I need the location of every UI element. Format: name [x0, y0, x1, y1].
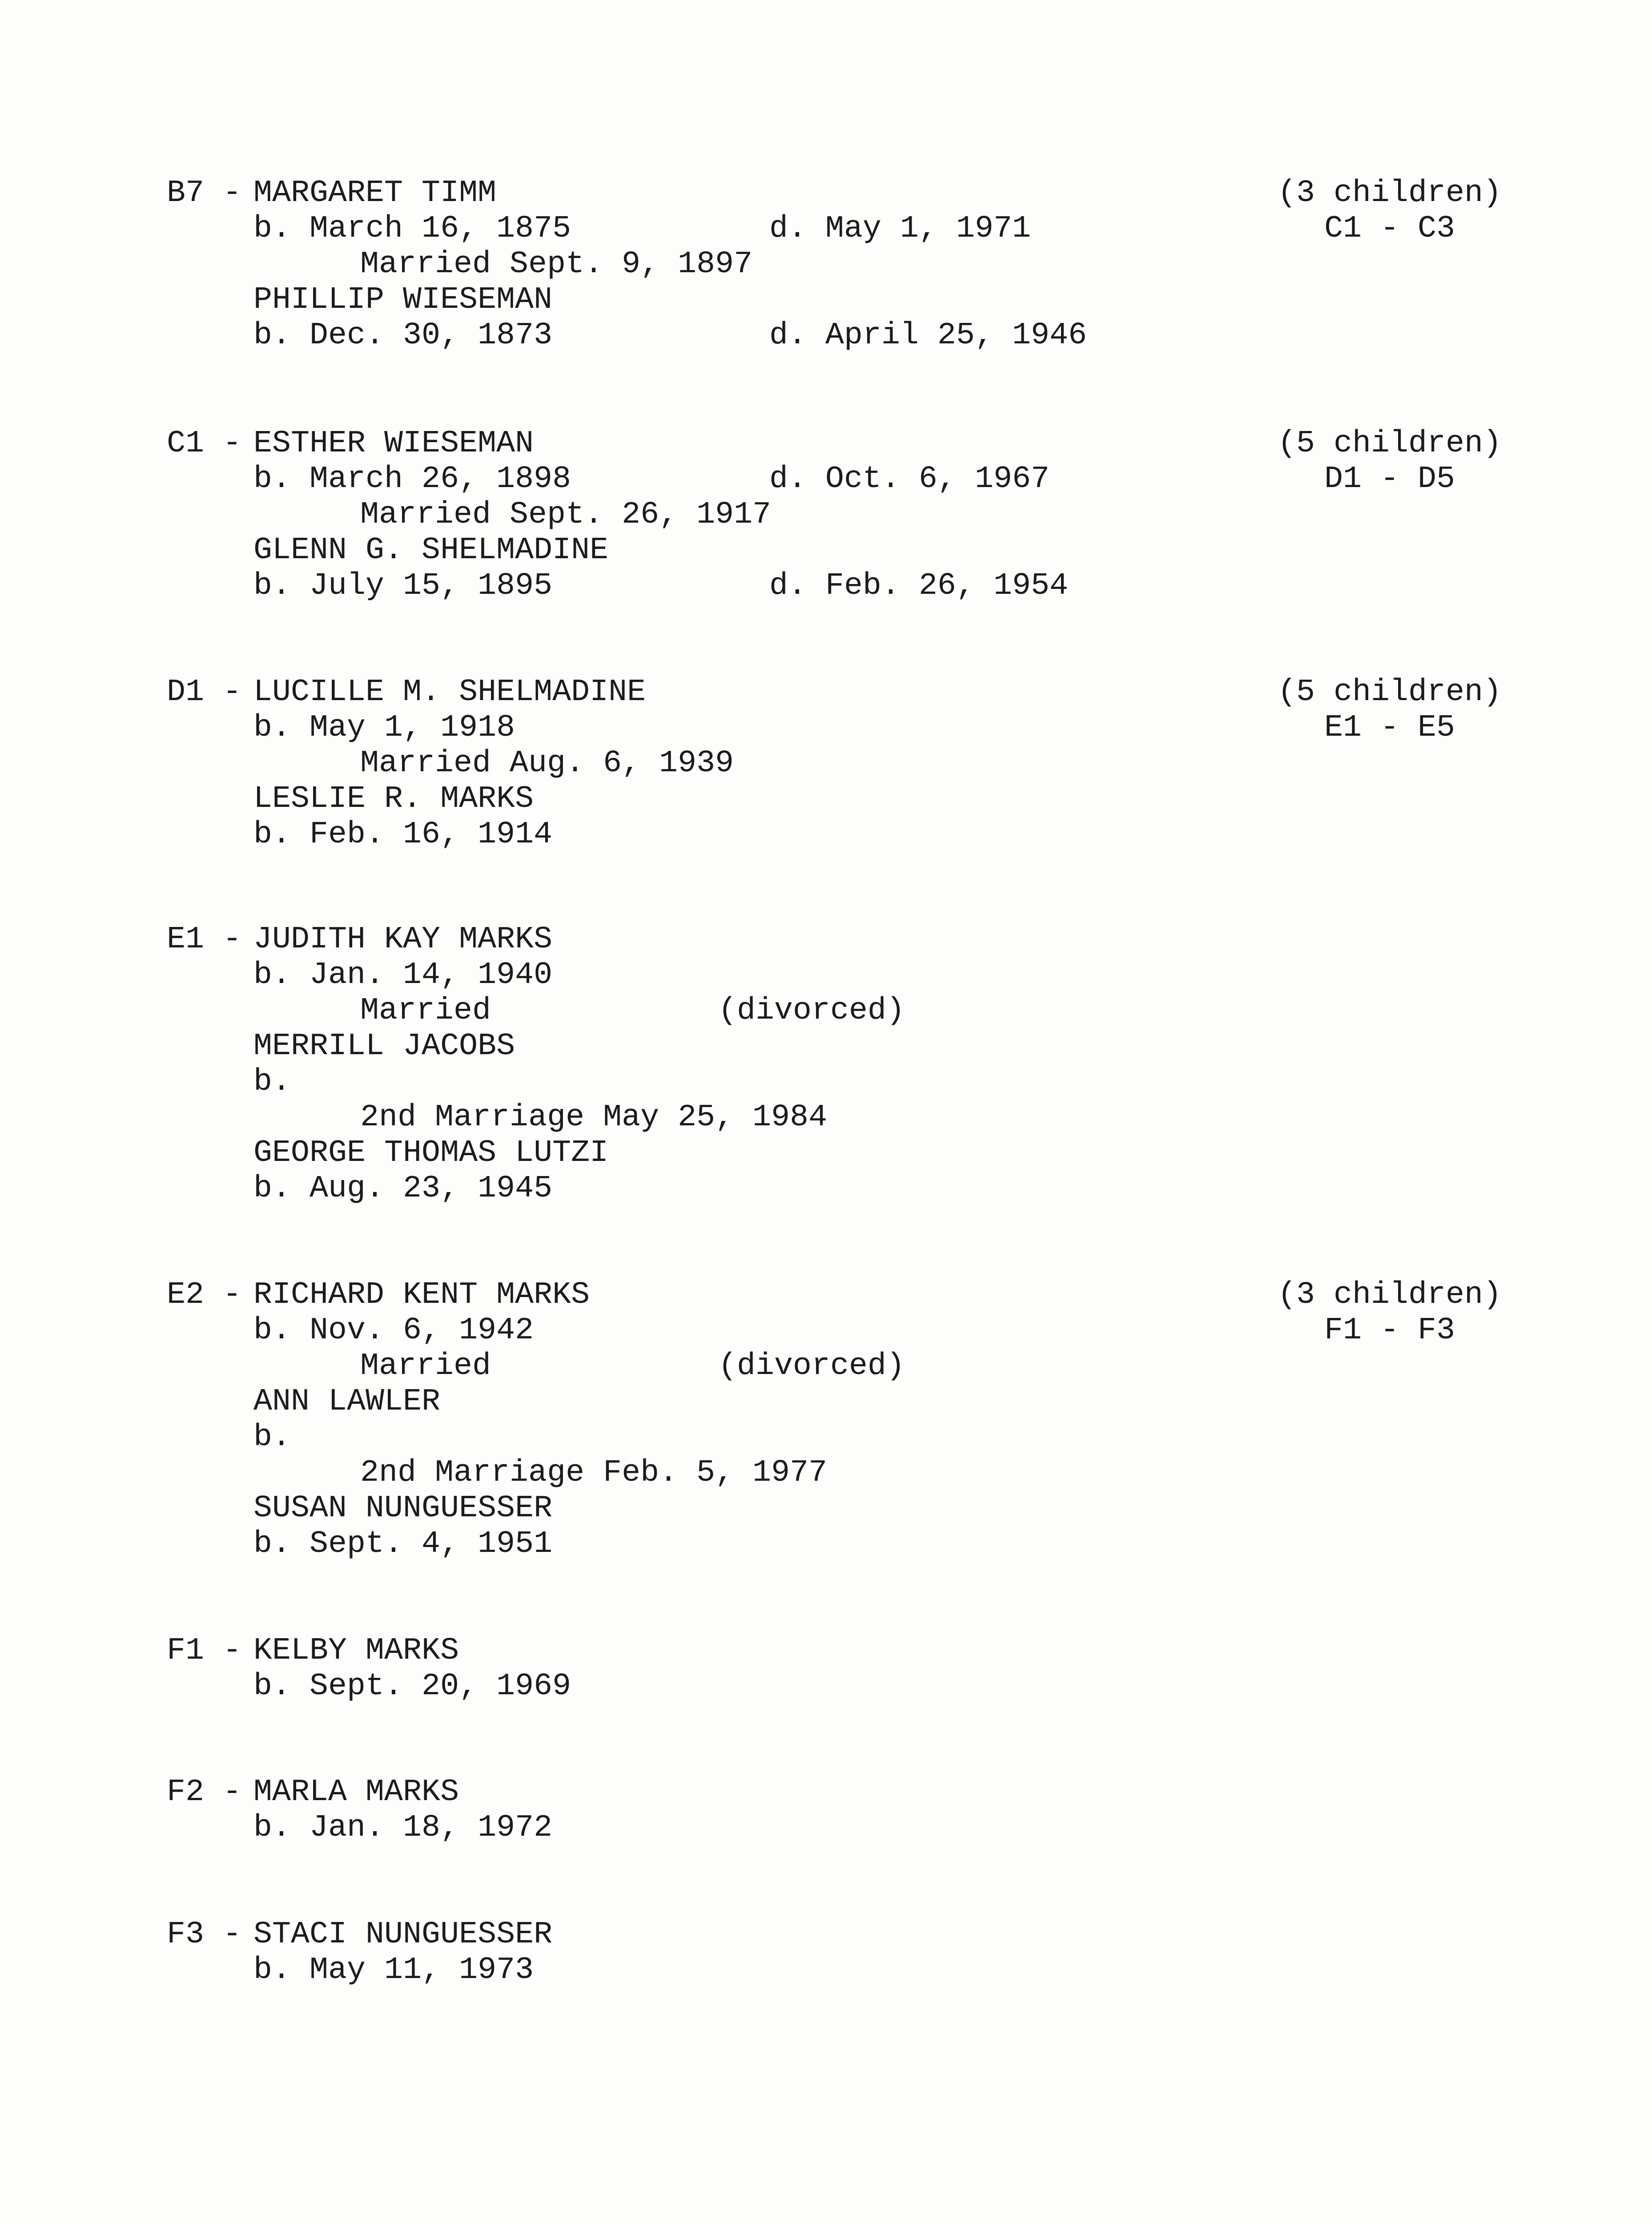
- children-range: D1 - D5: [1324, 462, 1455, 497]
- entry-code: E1 -: [167, 922, 242, 957]
- entry-code: E2 -: [167, 1277, 242, 1313]
- children-note: [1234, 426, 1545, 497]
- second-marriage-date: 2nd Marriage May 25, 1984: [360, 1100, 828, 1135]
- spouse-name: MERRILL JACOBS: [253, 1029, 515, 1064]
- spouse-name: GLENN G. SHELMADINE: [253, 533, 609, 568]
- birth-date: b. Sept. 20, 1969: [253, 1669, 571, 1704]
- children-count: (5 children): [1277, 675, 1502, 710]
- birth-date: b. Jan. 18, 1972: [253, 1810, 553, 1845]
- person-name: KELBY MARKS: [253, 1633, 459, 1668]
- person-name: LUCILLE M. SHELMADINE: [253, 675, 646, 710]
- children-note: [1234, 176, 1545, 247]
- entry-code: F3 -: [167, 1917, 242, 1952]
- children-range: C1 - C3: [1324, 211, 1455, 246]
- marriage-date: Married: [360, 1349, 491, 1384]
- marriage-date: Married: [360, 993, 491, 1028]
- genealogy-entry-b7: [167, 176, 1545, 354]
- divorced-note: (divorced): [718, 1349, 905, 1384]
- entry-code: F1 -: [167, 1633, 242, 1668]
- children-count: (5 children): [1277, 426, 1502, 461]
- spouse-birth-date: b. Dec. 30, 1873: [253, 318, 553, 353]
- spouse-name: PHILLIP WIESEMAN: [253, 282, 553, 318]
- children-count: (3 children): [1277, 176, 1502, 211]
- second-spouse-birth-date: b. Sept. 4, 1951: [253, 1527, 553, 1562]
- birth-date: b. March 16, 1875: [253, 211, 571, 246]
- marriage-date: Married Sept. 26, 1917: [360, 497, 772, 532]
- genealogy-entry-f1: [167, 1633, 1545, 1704]
- genealogy-entry-e2: [167, 1277, 1545, 1562]
- spouse-death-date: d. Feb. 26, 1954: [769, 568, 1069, 604]
- person-name: JUDITH KAY MARKS: [253, 922, 553, 957]
- second-spouse-birth-date: b. Aug. 23, 1945: [253, 1171, 553, 1206]
- birth-date: b. March 26, 1898: [253, 462, 571, 497]
- second-spouse-name: GEORGE THOMAS LUTZI: [253, 1136, 609, 1171]
- person-name: MARLA MARKS: [253, 1775, 459, 1810]
- entry-code: C1 -: [167, 426, 242, 461]
- marriage-date: Married Aug. 6, 1939: [360, 746, 734, 781]
- entry-code: F2 -: [167, 1775, 242, 1810]
- genealogy-entry-c1: [167, 426, 1545, 604]
- person-name: MARGARET TIMM: [253, 176, 497, 211]
- person-name: STACI NUNGUESSER: [253, 1917, 553, 1952]
- marriage-date: Married Sept. 9, 1897: [360, 247, 753, 282]
- children-range: F1 - F3: [1324, 1313, 1455, 1348]
- spouse-death-date: d. April 25, 1946: [769, 318, 1087, 353]
- genealogy-entry-f3: [167, 1917, 1545, 1988]
- spouse-birth-date: b. July 15, 1895: [253, 568, 553, 604]
- children-count: (3 children): [1277, 1277, 1502, 1313]
- spouse-name: ANN LAWLER: [253, 1384, 441, 1419]
- children-range: E1 - E5: [1324, 710, 1455, 745]
- birth-date: b. Jan. 14, 1940: [253, 958, 553, 993]
- person-name: RICHARD KENT MARKS: [253, 1277, 590, 1313]
- entry-code: D1 -: [167, 675, 242, 710]
- birth-date: b. Nov. 6, 1942: [253, 1313, 534, 1348]
- genealogy-entry-e1: [167, 922, 1545, 1207]
- genealogy-entry-d1: [167, 675, 1545, 853]
- person-name: ESTHER WIESEMAN: [253, 426, 534, 461]
- spouse-birth-date: b.: [253, 1064, 291, 1100]
- spouse-birth-date: b. Feb. 16, 1914: [253, 817, 553, 852]
- entry-code: B7 -: [167, 176, 242, 211]
- genealogy-entry-f2: [167, 1775, 1545, 1846]
- death-date: d. Oct. 6, 1967: [769, 462, 1050, 497]
- divorced-note: (divorced): [718, 993, 905, 1028]
- children-note: [1234, 1277, 1545, 1349]
- birth-date: b. May 1, 1918: [253, 710, 515, 745]
- spouse-name: LESLIE R. MARKS: [253, 782, 534, 817]
- second-marriage-date: 2nd Marriage Feb. 5, 1977: [360, 1455, 828, 1491]
- children-note: [1234, 675, 1545, 746]
- death-date: d. May 1, 1971: [769, 211, 1031, 246]
- second-spouse-name: SUSAN NUNGUESSER: [253, 1491, 553, 1526]
- spouse-birth-date: b.: [253, 1420, 291, 1455]
- birth-date: b. May 11, 1973: [253, 1953, 534, 1988]
